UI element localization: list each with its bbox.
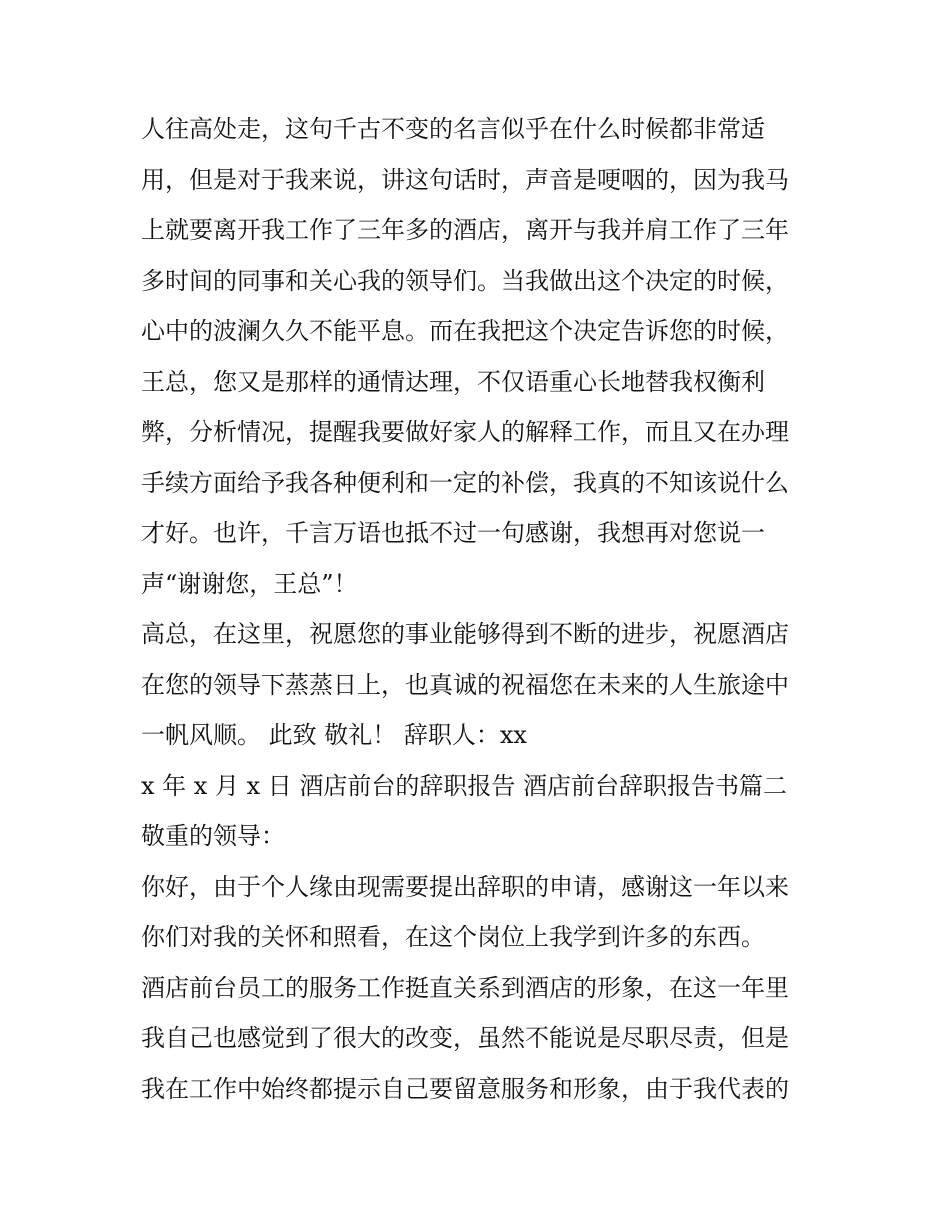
text-line: 在您的领导下蒸蒸日上，也真诚的祝福您在未来的人生旅途中 — [141, 670, 789, 699]
text-line: 王总，您又是那样的通情达理，不仅语重心长地替我权衡利 — [141, 367, 765, 396]
text-line: 酒店前台员工的服务工作挺直关系到酒店的形象，在这一年里 — [141, 973, 789, 1002]
text-line: 心中的波澜久久不能平息。而在我把这个决定告诉您的时候， — [141, 317, 789, 345]
text-line: 高总，在这里，祝愿您的事业能够得到不断的进步，祝愿酒店 — [141, 620, 789, 648]
text-line: 敬重的领导： — [141, 822, 285, 850]
text-line: 我在工作中始终都提示自己要留意服务和形象，由于我代表的 — [141, 1074, 789, 1103]
document-body — [141, 104, 821, 1114]
text-line: 手续方面给予我各种便利和一定的补偿，我真的不知该说什么 — [141, 468, 789, 497]
text-line: 一帆风顺。 此致 敬礼！ 辞职人：xx — [141, 721, 527, 749]
text-line: x 年 x 月 x 日 酒店前台的辞职报告 酒店前台辞职报告书篇二 — [141, 771, 788, 800]
text-line: 你们对我的关怀和照看，在这个岗位上我学到许多的东西。 — [141, 923, 765, 951]
text-line: 声“谢谢您，王总”！ — [141, 569, 358, 598]
text-line: 弊，分析情况，提醒我要做好家人的解释工作，而且又在办理 — [141, 418, 789, 446]
text-line: 我自己也感觉到了很大的改变，虽然不能说是尽职尽责，但是 — [141, 1024, 789, 1052]
text-line: 上就要离开我工作了三年多的酒店，离开与我并肩工作了三年 — [141, 216, 789, 244]
text-line: 你好，由于个人缘由现需要提出辞职的申请，感谢这一年以来 — [141, 872, 789, 901]
text-line: 多时间的同事和关心我的领导们。当我做出这个决定的时候， — [141, 266, 789, 295]
text-line: 人往高处走，这句千古不变的名言似乎在什么时候都非常适 — [141, 115, 765, 143]
text-line: 才好。也许，千言万语也抵不过一句感谢，我想再对您说一 — [141, 519, 765, 547]
text-line: 用，但是对于我来说，讲这句话时，声音是哽咽的，因为我马 — [141, 165, 789, 194]
